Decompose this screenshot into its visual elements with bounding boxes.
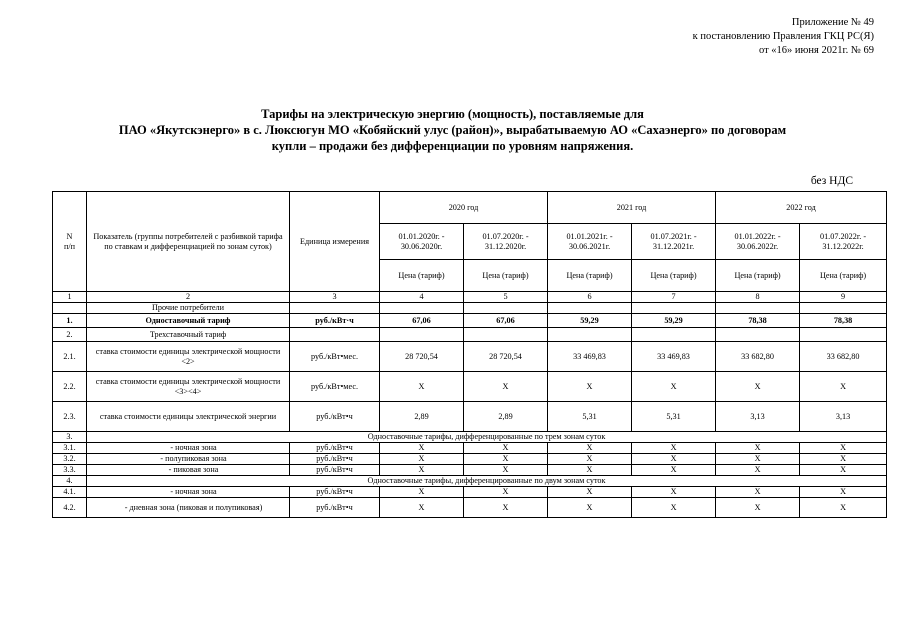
- header-year-2022: 2022 год: [716, 192, 887, 224]
- header-num: N п/п: [53, 192, 87, 292]
- header-unit: Единица измерения: [290, 192, 380, 292]
- table-row: 4.2. - дневная зона (пиковая и полупиковая) руб./кВт•ч X X X X X X: [53, 498, 887, 518]
- section-row: 4. Одноставочные тарифы, дифференцированные по двум зонам суток: [53, 476, 887, 487]
- annex-line-3: от «16» июня 2021г. № 69: [758, 45, 874, 56]
- header-price: Цена (тариф): [464, 260, 548, 292]
- table-row: 3.2. - полупиковая зона руб./кВт•ч X X X X X X: [53, 454, 887, 465]
- header-year-2021: 2021 год: [548, 192, 716, 224]
- section-label: Прочие потребители: [87, 303, 290, 314]
- title-line-2: ПАО «Якутскэнерго» в с. Люксюгун МО «Кобяйский улус (район)», вырабатываемую АО «Сахаэнерго» по договорам: [118, 123, 787, 137]
- col-number: 4: [380, 292, 464, 303]
- table-row: 2.1. ставка стоимости единицы электрической мощности <2> руб./кВт•мес. 28 720,54 28 720,54 33 469,83 33 469,83 33 682,80 33 682,80: [53, 342, 887, 372]
- header-period: 01.07.2021г. - 31.12.2021г.: [632, 224, 716, 260]
- table-row: 2. Трехставочный тариф: [53, 328, 887, 342]
- header-period: 01.07.2020г. - 31.12.2020г.: [464, 224, 548, 260]
- header-year-2020: 2020 год: [380, 192, 548, 224]
- header-price: Цена (тариф): [716, 260, 800, 292]
- title-line-3: купли – продажи без дифференциации по уровням напряжения.: [271, 139, 634, 153]
- table-row: 3.1. - ночная зона руб./кВт•ч X X X X X X: [53, 443, 887, 454]
- header-price: Цена (тариф): [632, 260, 716, 292]
- col-number: 5: [464, 292, 548, 303]
- annex-line-1: Приложение № 49: [791, 17, 874, 28]
- header-row-years: [53, 192, 887, 224]
- header-price: Цена (тариф): [380, 260, 464, 292]
- section-row-other-consumers: [53, 303, 887, 314]
- vat-note: без НДС: [810, 175, 853, 187]
- col-number: 9: [800, 292, 887, 303]
- col-number: 6: [548, 292, 632, 303]
- table-row: 3.3. - пиковая зона руб./кВт•ч X X X X X X: [53, 465, 887, 476]
- col-number: 7: [632, 292, 716, 303]
- annex-reference: [693, 16, 874, 58]
- tariff-table: [52, 191, 887, 518]
- section-label: Одноставочные тарифы, дифференцированные по трем зонам суток: [87, 432, 887, 443]
- header-indicator: Показатель (группы потребителей с разбивкой тарифа по ставкам и дифференциацией по зонам суток): [87, 192, 290, 292]
- header-period: 01.07.2022г. - 31.12.2022г.: [800, 224, 887, 260]
- column-number-row: [53, 292, 887, 303]
- header-period: 01.01.2020г. - 30.06.2020г.: [380, 224, 464, 260]
- col-number: 8: [716, 292, 800, 303]
- header-price: Цена (тариф): [548, 260, 632, 292]
- col-number: 1: [53, 292, 87, 303]
- header-period: 01.01.2022г. - 30.06.2022г.: [716, 224, 800, 260]
- header-price: Цена (тариф): [800, 260, 887, 292]
- table-row: 2.2. ставка стоимости единицы электрической мощности <3><4> руб./кВт•мес. X X X X X X: [53, 372, 887, 402]
- title-line-1: Тарифы на электрическую энергию (мощность), поставляемые для: [261, 107, 644, 121]
- header-period: 01.01.2021г. - 30.06.2021г.: [548, 224, 632, 260]
- table-row: 2.3. ставка стоимости единицы электрической энергии руб./кВт•ч 2,89 2,89 5,31 5,31 3,13 3,13: [53, 402, 887, 432]
- table-row: 1. Одноставочный тариф руб./кВт·ч 67,06 67,06 59,29 59,29 78,38 78,38: [53, 314, 887, 328]
- col-number: 3: [290, 292, 380, 303]
- document-title: [30, 106, 875, 154]
- annex-line-2: к постановлению Правления ГКЦ РС(Я): [692, 31, 874, 42]
- section-label: Одноставочные тарифы, дифференцированные по двум зонам суток: [87, 476, 887, 487]
- section-row: 3. Одноставочные тарифы, дифференцированные по трем зонам суток: [53, 432, 887, 443]
- table-row: 4.1. - ночная зона руб./кВт•ч X X X X X X: [53, 487, 887, 498]
- col-number: 2: [87, 292, 290, 303]
